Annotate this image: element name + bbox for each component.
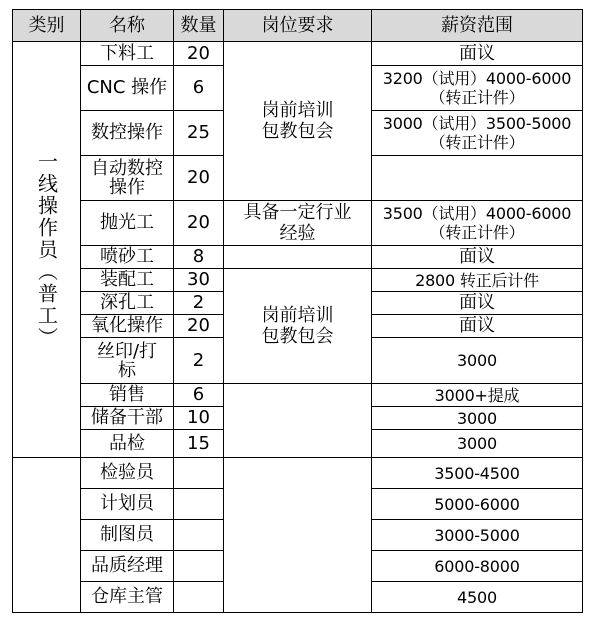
position-name: 检验员 [81,458,174,489]
requirement-text: 岗前培训 包教包会 [261,305,334,347]
salary-cell: 3000（试用）3500-5000 （转正计件） [372,111,583,156]
requirement-cell-group1 [224,42,372,201]
salary-cell: 3200（试用）4000-6000 （转正计件） [372,66,583,111]
salary-cell: 3000 [372,407,583,430]
requirement-cell-group3 [224,269,372,384]
position-name: 数控操作 [81,111,174,156]
position-quantity: 30 [174,269,224,292]
salary-cell: 3000-5000 [372,520,583,551]
category-cell-empty [13,458,81,613]
category-cell [13,42,81,458]
position-quantity [174,520,224,551]
salary-cell: 3500（试用）4000-6000 （转正计件） [372,201,583,246]
requirement-cell-empty [224,384,372,458]
position-name: 制图员 [81,520,174,551]
salary-cell: 3000 [372,430,583,458]
table-row [13,246,583,269]
position-quantity: 20 [174,201,224,246]
position-quantity: 20 [174,42,224,66]
position-name: 销售 [81,384,174,407]
position-quantity: 10 [174,407,224,430]
requirement-text: 岗前培训 包教包会 [261,100,334,142]
salary-cell: 面议 [372,315,583,338]
position-name: 品质经理 [81,551,174,582]
header-salary: 薪资范围 [372,10,583,42]
table-row [13,269,583,292]
position-quantity: 2 [174,338,224,384]
salary-cell: 4500 [372,582,583,613]
position-quantity: 2 [174,292,224,315]
recruitment-table [12,9,583,613]
position-quantity: 8 [174,246,224,269]
requirement-cell-group2: 具备一定行业 经验 [224,201,372,246]
position-name: 喷砂工 [81,246,174,269]
position-quantity [174,489,224,520]
salary-cell: 面议 [372,42,583,66]
position-name: 深孔工 [81,292,174,315]
salary-cell: 面议 [372,246,583,269]
salary-cell: 5000-6000 [372,489,583,520]
salary-cell: 面议 [372,292,583,315]
position-name: 仓库主管 [81,582,174,613]
position-name: 储备干部 [81,407,174,430]
salary-cell: 3000+提成 [372,384,583,407]
position-quantity [174,551,224,582]
header-category: 类别 [13,10,81,42]
position-name: 抛光工 [81,201,174,246]
position-quantity: 15 [174,430,224,458]
table-row [13,384,583,407]
salary-cell: 6000-8000 [372,551,583,582]
header-requirement: 岗位要求 [224,10,372,42]
position-quantity [174,458,224,489]
header-name: 名称 [81,10,174,42]
salary-cell: 3000 [372,338,583,384]
position-name: 氧化操作 [81,315,174,338]
requirement-cell-empty [224,246,372,269]
position-name: CNC 操作 [81,66,174,111]
position-name: 品检 [81,430,174,458]
salary-cell: 3500-4500 [372,458,583,489]
table-row [13,42,583,66]
recruitment-table-wrapper [12,9,583,613]
header-quantity: 数量 [174,10,224,42]
salary-cell: 2800 转正后计件 [372,269,583,292]
category-label: 一线操作员（普工） [34,150,59,349]
position-name: 丝印/打 标 [81,338,174,384]
position-quantity: 20 [174,315,224,338]
position-quantity: 25 [174,111,224,156]
position-quantity: 6 [174,384,224,407]
requirement-cell-empty [224,458,372,613]
header-row [13,10,583,42]
position-quantity [174,582,224,613]
position-quantity: 20 [174,156,224,201]
table-row [13,201,583,246]
position-name: 装配工 [81,269,174,292]
position-name: 下料工 [81,42,174,66]
position-name: 计划员 [81,489,174,520]
position-name: 自动数控 操作 [81,156,174,201]
salary-cell [372,156,583,201]
table-row [13,458,583,489]
position-quantity: 6 [174,66,224,111]
